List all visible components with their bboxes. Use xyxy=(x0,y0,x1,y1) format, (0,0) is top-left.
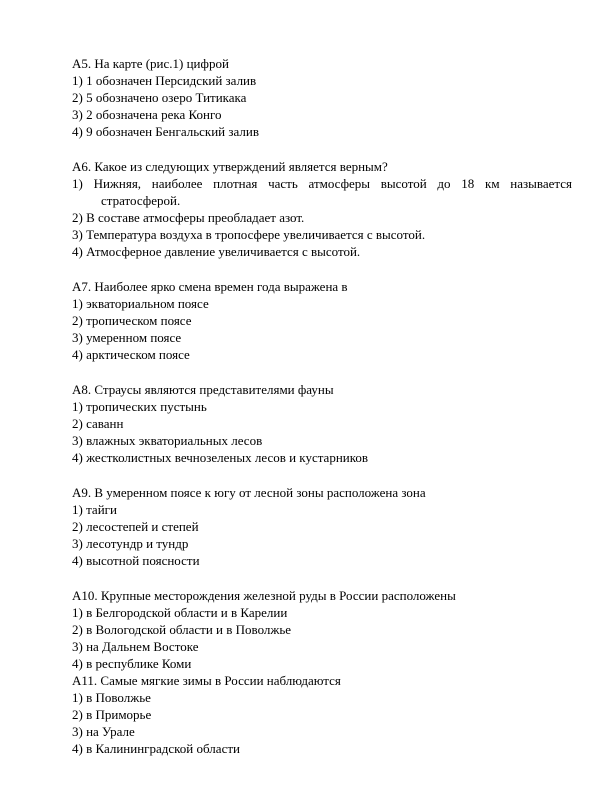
answer-option: 3) лесотундр и тундр xyxy=(72,536,189,551)
answer-option: 3) Температура воздуха в тропосфере увеличивается с высотой. xyxy=(72,227,426,242)
question-a8 xyxy=(72,381,572,466)
answer-option: 2) в Вологодской области и в Поволжье xyxy=(72,622,292,637)
answer-option: 4) жестколистных вечнозеленых лесов и кустарников xyxy=(72,450,369,465)
answer-option: 2) лесостепей и степей xyxy=(72,519,199,534)
question-a9 xyxy=(72,484,572,569)
question-title: А10. Крупные месторождения железной руды в России расположены xyxy=(72,588,456,603)
question-title: А8. Страусы являются представителями фауны xyxy=(72,382,334,397)
answer-option-continuation: стратосферой. xyxy=(101,193,181,208)
answer-option: 1) Нижняя, наиболее плотная часть атмосферы высотой до 18 км называется xyxy=(72,176,572,191)
answer-option: 3) на Урале xyxy=(72,724,135,739)
answer-option: 3) на Дальнем Востоке xyxy=(72,639,199,654)
test-page xyxy=(72,55,572,757)
answer-option: 1) тропических пустынь xyxy=(72,399,207,414)
answer-option: 3) умеренном поясе xyxy=(72,330,182,345)
question-a5 xyxy=(72,55,572,140)
answer-option: 4) 9 обозначен Бенгальский залив xyxy=(72,124,259,139)
answer-option: 4) высотной поясности xyxy=(72,553,200,568)
question-title: А9. В умеренном поясе к югу от лесной зоны расположена зона xyxy=(72,485,426,500)
answer-option: 3) 2 обозначена река Конго xyxy=(72,107,222,122)
question-title: А11. Самые мягкие зимы в России наблюдаются xyxy=(72,673,341,688)
question-a6 xyxy=(72,158,572,260)
answer-option: 2) 5 обозначено озеро Титикака xyxy=(72,90,247,105)
answer-option: 4) арктическом поясе xyxy=(72,347,190,362)
answer-option: 1) в Поволжье xyxy=(72,690,151,705)
answer-option: 2) тропическом поясе xyxy=(72,313,192,328)
question-title: А7. Наиболее ярко смена времен года выражена в xyxy=(72,279,348,294)
answer-option: 1) 1 обозначен Персидский залив xyxy=(72,73,257,88)
question-a11 xyxy=(72,672,572,757)
answer-option: 2) В составе атмосферы преобладает азот. xyxy=(72,210,305,225)
answer-option: 1) экваториальном поясе xyxy=(72,296,209,311)
answer-option: 3) влажных экваториальных лесов xyxy=(72,433,263,448)
answer-option: 1) тайги xyxy=(72,502,117,517)
question-title: А5. На карте (рис.1) цифрой xyxy=(72,56,229,71)
question-a7 xyxy=(72,278,572,363)
question-a10 xyxy=(72,587,572,672)
answer-option: 2) саванн xyxy=(72,416,124,431)
answer-option: 4) в Калининградской области xyxy=(72,741,240,756)
question-title: А6. Какое из следующих утверждений является верным? xyxy=(72,159,388,174)
answer-option: 4) в республике Коми xyxy=(72,656,192,671)
answer-option: 4) Атмосферное давление увеличивается с высотой. xyxy=(72,244,361,259)
answer-option: 2) в Приморье xyxy=(72,707,152,722)
answer-option: 1) в Белгородской области и в Карелии xyxy=(72,605,288,620)
